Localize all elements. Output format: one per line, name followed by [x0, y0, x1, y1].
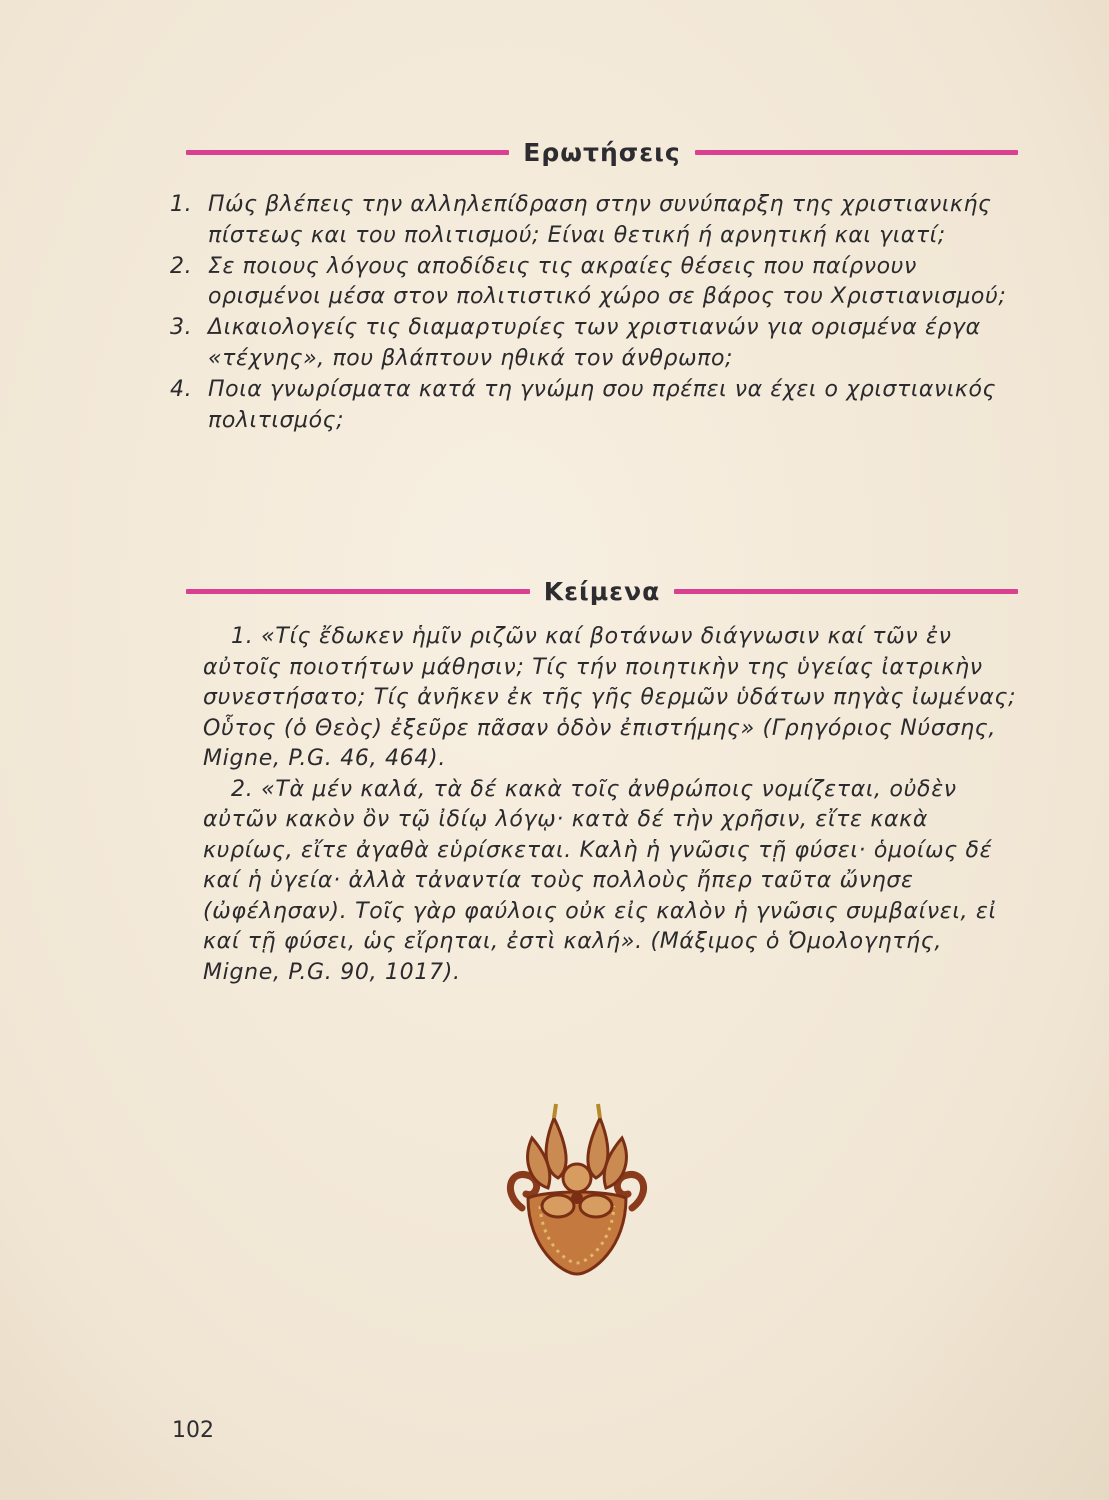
question-number: 1. — [170, 192, 193, 217]
passage-text: «Τίς ἔδωκεν ἡμῖν ριζῶν καί βοτάνων διάγνωσιν καί τῶν ἐν αὐτοῖς ποιοτήτων μάθησιν; Τίς τήν ποιητικὴν της ὑγείας ἰατρικὴν συνεστήσατο; Τίς ἀνῆκεν ἐκ τῆς γῆς θερμῶν ὑδάτων πηγὰς ἰωμένας; Οὗτος (ὁ Θεὸς) ἐξεῦρε πᾶσαν ὁδὸν ἐπιστήμης» (Γρηγόριος Νύσσης, Migne, P.G. 46, 464). — [203, 624, 1017, 771]
texts-header — [186, 571, 1018, 611]
question-text: Σε ποιους λόγους αποδίδεις τις ακραίες θέσεις που παίρνουν ορισμένοι μέσα στον πολιτιστικό χώρο σε βάρος του Χριστιανισμού; — [208, 253, 1007, 310]
header-rule-left — [186, 150, 509, 155]
question-item — [170, 375, 1028, 437]
question-text: Πώς βλέπεις την αλληλεπίδραση στην συνύπαρξη της χριστιανικής πίστεως και του πολιτισμού; Είναι θετική ή αρνητική και γιατί; — [208, 192, 992, 248]
texts-title: Κείμενα — [543, 576, 661, 606]
questions-header — [186, 132, 1018, 172]
questions-list — [170, 190, 1028, 436]
question-number: 2. — [170, 253, 193, 279]
texts-body — [203, 622, 1025, 988]
header-rule-right — [695, 150, 1018, 155]
questions-title: Ερωτήσεις — [523, 137, 681, 167]
passage-number: 1. — [231, 624, 254, 649]
page-number: 102 — [172, 1418, 214, 1443]
question-text: Ποια γνωρίσματα κατά τη γνώμη σου πρέπει να έχει ο χριστιανικός πολιτισμός; — [208, 376, 997, 433]
text-passage — [203, 622, 1025, 775]
question-item — [170, 313, 1028, 375]
crown-ornament-icon — [492, 1098, 662, 1278]
header-rule-right — [674, 589, 1018, 594]
passage-number: 2. — [231, 776, 254, 802]
text-passage — [203, 775, 1025, 989]
header-rule-left — [186, 589, 530, 594]
question-text: Δικαιολογείς τις διαμαρτυρίες των χριστιανών για ορισμένα έργα «τέχνης», που βλάπτουν ηθικά τον άνθρωπο; — [208, 315, 981, 371]
question-item — [170, 252, 1028, 314]
question-number: 4. — [170, 376, 193, 402]
passage-text: «Τὰ μέν καλά, τὰ δέ κακὰ τοῖς ἀνθρώποις νομίζεται, οὐδὲν αὐτῶν κακὸν ὂν τῷ ἰδίῳ λόγῳ· κατὰ δέ τὴν χρῆσιν, εἴτε κακὰ κυρίως, εἴτε ἀγαθὰ εὑρίσκεται. Καλὴ ἡ γνῶσις τῇ φύσει· ὁμοίως δέ καί ἡ ὑγεία· ἀλλὰ τἀναντία τοὺς πολλοὺς ἤπερ ταῦτα ὤνησε (ὠφέλησαν). Τοῖς γὰρ φαύλοις οὐκ εἰς καλὸν ἡ γνῶσις συμβαίνει, εἰ καί τῇ φύσει, ὡς εἴρηται, ἐστὶ καλή». (Μάξιμος ὁ Ὁμολογητής, Migne, P.G. 90, 1017). — [203, 776, 997, 985]
question-number: 3. — [170, 315, 193, 341]
question-item — [170, 190, 1028, 252]
